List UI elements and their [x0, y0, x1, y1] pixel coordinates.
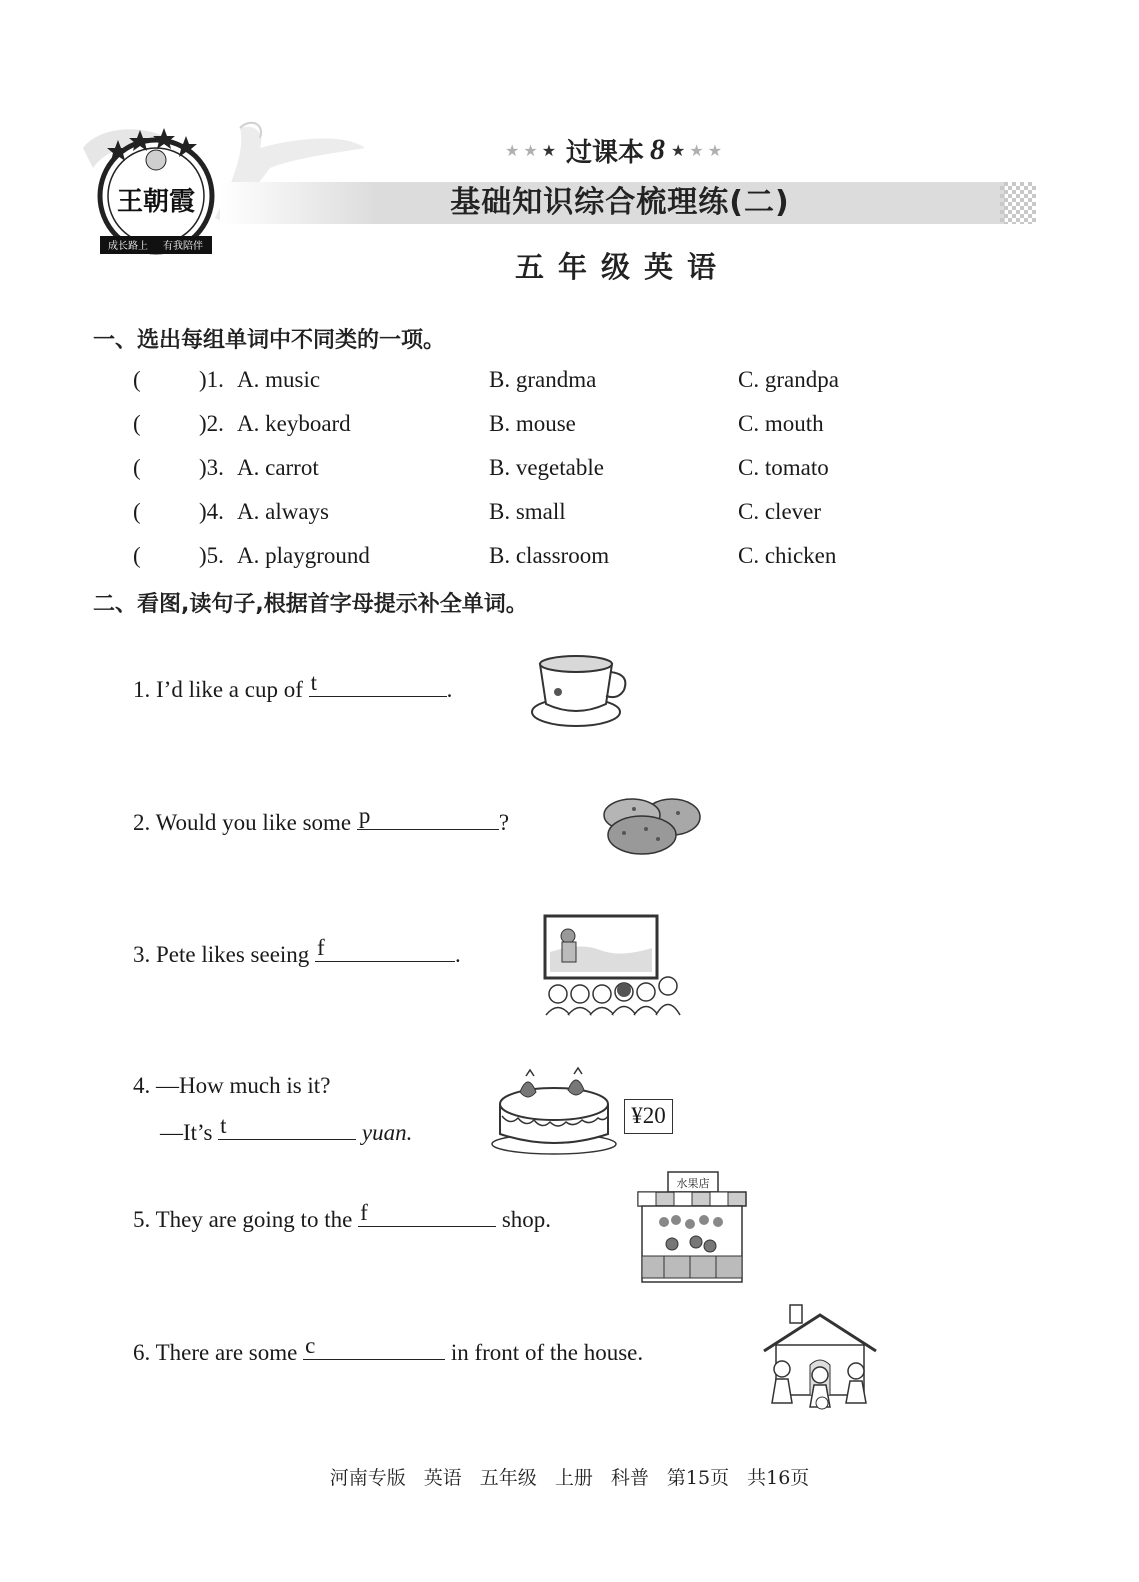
potatoes-icon [594, 793, 704, 857]
option-b: B. classroom [489, 543, 610, 568]
option-a: A. carrot [237, 455, 319, 480]
question-row [133, 543, 933, 573]
answer-blank[interactable] [218, 1113, 356, 1140]
letter-hint: t [310, 670, 318, 695]
answer-blank[interactable] [309, 670, 447, 697]
option-a: A. keyboard [237, 411, 351, 436]
subject-title: 五年级英语 [514, 250, 730, 284]
option-b: B. mouse [489, 411, 576, 436]
answer-paren: ( [133, 455, 141, 480]
answer-blank[interactable] [358, 1200, 496, 1227]
letter-hint: c [305, 1333, 316, 1358]
answer-paren: ( [133, 543, 141, 568]
answer-blank[interactable] [315, 935, 455, 962]
option-b: B. vegetable [489, 455, 604, 480]
question-row [133, 367, 933, 397]
option-a: A. music [237, 367, 321, 392]
question-number: )1. [199, 367, 224, 392]
fill-sentence-6 [133, 1333, 644, 1366]
svg-text:有我陪伴: 有我陪伴 [163, 241, 203, 252]
sentence-end: . [455, 942, 461, 967]
tea-cup-icon [528, 652, 633, 732]
answer-paren: ( [133, 411, 141, 436]
question-row [133, 499, 933, 529]
question-number: )4. [199, 499, 224, 524]
answer-paren: ( [133, 367, 141, 392]
worksheet-title: 基础知识综合梳理练(二) [450, 185, 790, 220]
option-a: A. always [237, 499, 329, 524]
answer-blank[interactable] [303, 1333, 445, 1360]
option-c: C. mouth [738, 411, 824, 436]
fill-sentence-4-answer [160, 1113, 413, 1146]
page-footer: 河南专版 英语 五年级 上册 科普 第15页 共16页 [329, 1467, 810, 1489]
fill-sentence-2 [133, 803, 510, 836]
option-c: C. grandpa [738, 367, 839, 392]
price-tag: ¥20 [624, 1099, 673, 1134]
question-row [133, 411, 933, 441]
strawberry-cake-icon [490, 1064, 620, 1156]
series-label: 过课本 [566, 137, 645, 168]
sentence-text: —It’s [160, 1120, 219, 1145]
unit-yuan: yuan. [361, 1120, 413, 1145]
letter-hint: f [317, 935, 325, 960]
fill-sentence-4-question: 4. —How much is it? [133, 1073, 331, 1098]
answer-blank[interactable] [357, 803, 499, 830]
sentence-end: . [446, 677, 453, 702]
question-number: )5. [199, 543, 224, 568]
sentence-text: 1. I’d like a cup of [133, 677, 309, 702]
fill-sentence-5 [133, 1200, 552, 1233]
option-b: B. grandma [489, 367, 597, 392]
house-children-icon [760, 1303, 880, 1413]
letter-hint: t [220, 1113, 227, 1138]
part2-heading: 二、看图,读句子,根据首字母提示补全单词。 [93, 592, 528, 617]
letter-hint: p [358, 803, 371, 828]
question-row [133, 455, 933, 485]
option-c: C. clever [738, 499, 822, 524]
sentence-text: 5. They are going to the [133, 1207, 359, 1232]
star-icons-right: ★★★ [671, 140, 727, 160]
option-c: C. chicken [738, 543, 837, 568]
letter-hint: f [360, 1200, 368, 1225]
fill-sentence-3 [133, 935, 461, 968]
sentence-end: in front of the house. [445, 1340, 644, 1365]
option-b: B. small [489, 499, 566, 524]
shop-sign-text: 水果店 [676, 1177, 710, 1190]
svg-text:成长路上: 成长路上 [108, 241, 148, 252]
question-number: )2. [199, 411, 224, 436]
sentence-end: shop. [496, 1207, 552, 1232]
fruit-shop-icon [634, 1170, 750, 1288]
svg-text:王朝霞: 王朝霞 [116, 187, 196, 217]
sentence-end: ? [498, 810, 510, 835]
series-number: 8 [650, 133, 666, 166]
star-icons-left: ★★★ [505, 140, 561, 160]
sentence-text: 6. There are some [133, 1340, 304, 1365]
question-number: )3. [199, 455, 224, 480]
series-header [505, 130, 726, 170]
sentence-text: 3. Pete likes seeing [133, 942, 316, 967]
option-c: C. tomato [738, 455, 829, 480]
option-a: A. playground [237, 543, 370, 568]
sentence-text: 2. Would you like some [133, 810, 357, 835]
fill-sentence-1 [133, 670, 453, 703]
answer-paren: ( [133, 499, 141, 524]
part1-heading: 一、选出每组单词中不同类的一项。 [93, 328, 446, 353]
cinema-film-icon [540, 912, 685, 1017]
